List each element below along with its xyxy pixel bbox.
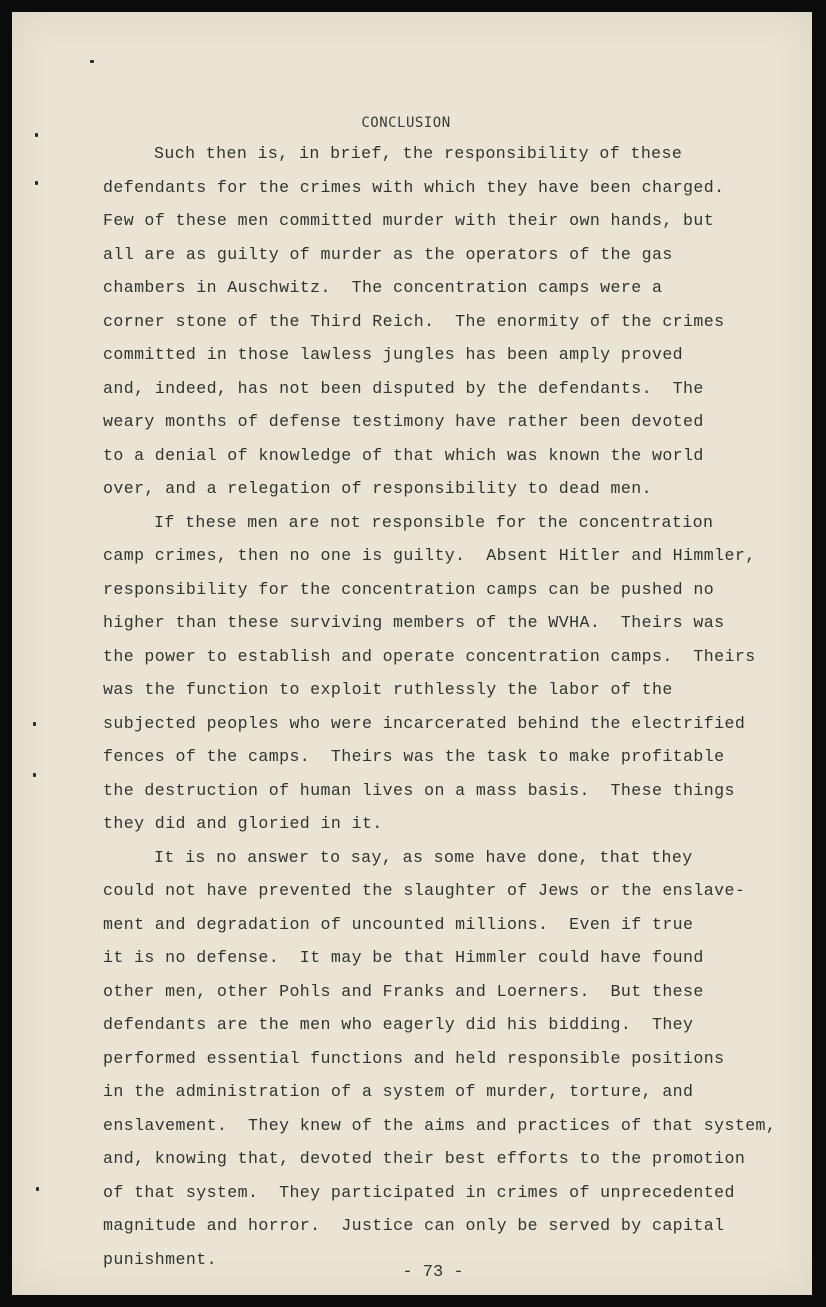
text-line: subjected peoples who were incarcerated behind the electrified: [103, 713, 746, 733]
text-line: they did and gloried in it.: [103, 814, 383, 833]
text-line: committed in those lawless jungles has been amply proved: [103, 345, 684, 364]
text-line: If these men are not responsible for the concentration: [154, 512, 714, 532]
text-line: Few of these men committed murder with their own hands, but: [103, 211, 715, 230]
text-line: punishment.: [103, 1249, 217, 1269]
text-line: higher than these surviving members of the WVHA. Theirs was: [103, 613, 725, 632]
margin-mark: [33, 773, 36, 777]
text-line: was the function to exploit ruthlessly the labor of the: [103, 680, 673, 699]
text-line: ment and degradation of uncounted millions. Even if true: [103, 914, 694, 934]
document-heading: CONCLUSION: [361, 115, 451, 131]
margin-mark: [90, 60, 94, 63]
text-line: the destruction of human lives on a mass basis. These things: [103, 780, 735, 800]
text-line: over, and a relegation of responsibility to dead men.: [103, 479, 652, 498]
text-line: enslavement. They knew of the aims and practices of that system,: [103, 1115, 777, 1135]
text-line: defendants for the crimes with which they have been charged.: [103, 177, 725, 197]
page-number: - 73 -: [402, 1263, 464, 1282]
text-line: in the administration of a system of murder, torture, and: [103, 1082, 694, 1101]
text-line: magnitude and horror. Justice can only be served by capital: [103, 1216, 725, 1235]
text-line: and, knowing that, devoted their best efforts to the promotion: [103, 1149, 746, 1168]
text-line: defendants are the men who eagerly did his bidding. They: [103, 1015, 694, 1034]
margin-mark: [36, 1187, 39, 1191]
text-line: it is no defense. It may be that Himmler could have found: [103, 948, 704, 967]
text-line: chambers in Auschwitz. The concentration camps were a: [103, 278, 663, 297]
text-line: fences of the camps. Theirs was the task to make profitable: [103, 747, 725, 766]
text-line: weary months of defense testimony have rather been devoted: [103, 412, 704, 431]
text-line: of that system. They participated in crimes of unprecedented: [103, 1182, 735, 1202]
text-line: and, indeed, has not been disputed by the defendants. The: [103, 378, 704, 398]
text-line: Such then is, in brief, the responsibility of these: [154, 144, 683, 163]
text-line: It is no answer to say, as some have done, that they: [154, 847, 693, 867]
text-line: corner stone of the Third Reich. The enormity of the crimes: [103, 311, 725, 331]
text-line: to a denial of knowledge of that which was known the world: [103, 445, 704, 465]
margin-mark: [33, 722, 36, 726]
margin-mark: [35, 133, 38, 137]
text-line: the power to establish and operate concentration camps. Theirs: [103, 646, 756, 666]
text-line: performed essential functions and held responsible positions: [103, 1048, 725, 1068]
text-line: all are as guilty of murder as the operators of the gas: [103, 244, 673, 264]
text-line: could not have prevented the slaughter of Jews or the enslave-: [103, 881, 746, 900]
text-line: responsibility for the concentration camps can be pushed no: [103, 579, 715, 599]
text-line: other men, other Pohls and Franks and Loerners. But these: [103, 981, 704, 1001]
margin-mark: [35, 181, 38, 185]
text-line: camp crimes, then no one is guilty. Absent Hitler and Himmler,: [103, 546, 756, 565]
